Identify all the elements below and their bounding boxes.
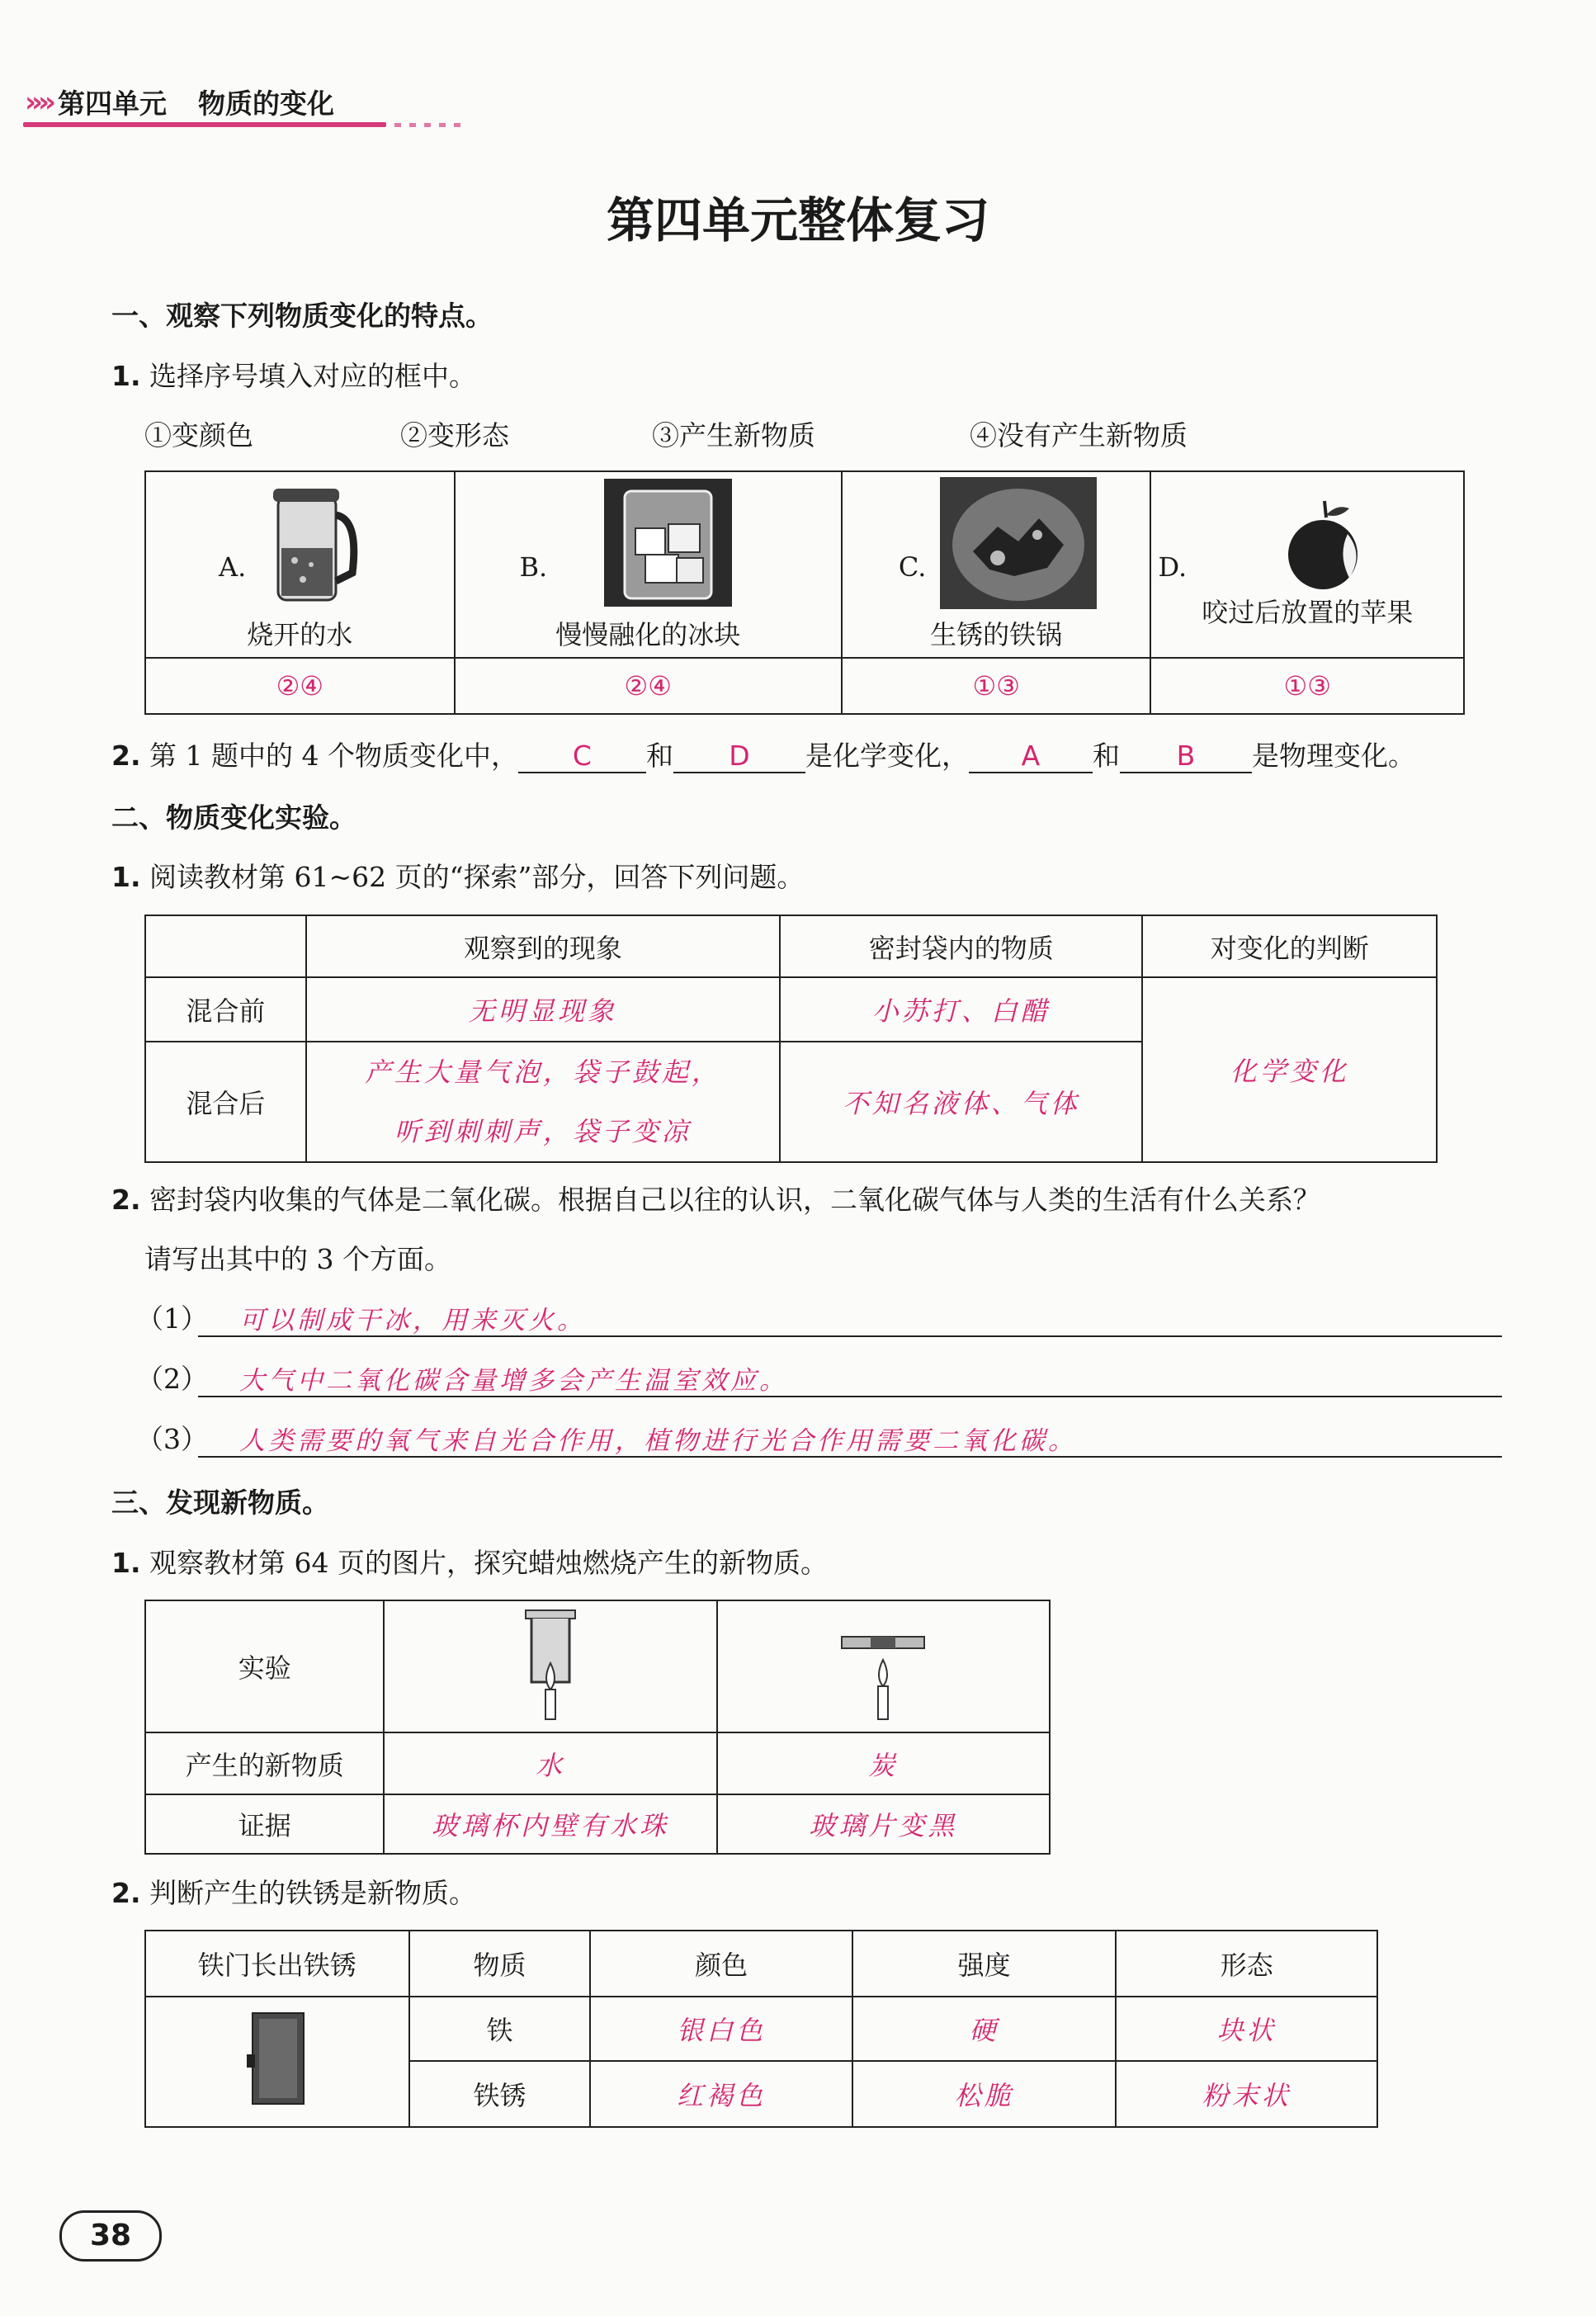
blank-4: B: [1120, 740, 1252, 773]
item-letter: C.: [898, 551, 927, 583]
after-substance: 不知名液体、气体: [780, 1042, 1142, 1162]
apple-icon: [1283, 497, 1366, 592]
answer-c: ①③: [842, 658, 1151, 714]
answer-d: ①③: [1150, 658, 1464, 714]
q-text: 观察教材第 64 页的图片，探究蜡烛燃烧产生的新物质。: [149, 1547, 828, 1579]
answer-a: ②④: [145, 658, 455, 714]
ice-cubes-icon: [604, 479, 732, 607]
row-before-label: 混合前: [145, 977, 306, 1042]
q-number: 1.: [111, 360, 141, 392]
evidence-label: 证据: [145, 1794, 384, 1854]
section3-q1: [111, 1542, 828, 1581]
section2-q2-line2: 请写出其中的 3 个方面。: [144, 1243, 451, 1275]
evidence-water: 玻璃杯内壁有水珠: [384, 1794, 716, 1854]
after-phenomenon-line1: 产生大量气泡，袋子鼓起，: [364, 1056, 721, 1088]
item-a-cell: [145, 471, 455, 658]
header-dots: [394, 123, 469, 127]
iron-color: 银白色: [590, 1997, 852, 2061]
page-number: 38: [59, 2210, 162, 2262]
header-phenomenon: 观察到的现象: [306, 915, 780, 977]
unit-label: 第四单元: [57, 87, 167, 120]
section2-q1: [111, 856, 804, 895]
item-d-cell: [1150, 471, 1464, 658]
new-substance-carbon: 炭: [717, 1732, 1050, 1794]
after-phenomenon: [306, 1042, 780, 1162]
item-letter: B.: [519, 551, 548, 583]
page-title: 第四单元整体复习: [606, 192, 989, 248]
change-table: [144, 470, 1465, 715]
header-rule: [23, 122, 386, 127]
candle-glass-plate-icon: [838, 1604, 928, 1723]
option-3: ③产生新物质: [652, 419, 815, 451]
rust-table: [144, 1930, 1378, 2128]
option-2: ②变形态: [400, 419, 509, 451]
experiment-cup-cell: [384, 1600, 716, 1732]
option-1: ①变颜色: [144, 419, 253, 451]
section2-q2: [111, 1179, 1320, 1217]
item-caption: 烧开的水: [247, 619, 353, 650]
after-phenomenon-line2: 听到刺刺声，袋子变凉: [394, 1116, 692, 1147]
header-form: 形态: [1116, 1931, 1377, 1997]
q-text: 是物理变化。: [1251, 740, 1415, 772]
section3-heading: 三、发现新物质。: [111, 1486, 329, 1519]
item-caption: 咬过后放置的苹果: [1202, 597, 1414, 628]
header-color: 颜色: [590, 1931, 852, 1997]
header-strength: 强度: [852, 1931, 1117, 1997]
experiment-table: [144, 915, 1438, 1163]
q-number: 2.: [111, 1184, 141, 1216]
q-text: 判断产生的铁锈是新物质。: [149, 1877, 476, 1909]
item-letter: A.: [219, 551, 247, 583]
item-c-cell: [842, 471, 1151, 658]
q-number: 2.: [111, 1877, 141, 1909]
item-letter: D.: [1158, 551, 1188, 583]
new-substance-label: 产生的新物质: [145, 1732, 384, 1794]
iron-strength: 硬: [852, 1997, 1117, 2061]
q-text: 选择序号填入对应的框中。: [149, 360, 476, 392]
rusty-pan-icon: [940, 477, 1097, 609]
chevron-icon: »»: [25, 85, 51, 119]
rust-form: 粉末状: [1116, 2061, 1377, 2127]
q-text: 和: [645, 740, 673, 772]
option-4: ④没有产生新物质: [970, 419, 1188, 451]
answer-label-1: （1）: [136, 1302, 208, 1335]
new-substance-water: 水: [384, 1732, 716, 1794]
q-text: 密封袋内收集的气体是二氧化碳。根据自己以往的认识，二氧化碳气体与人类的生活有什么关系？: [149, 1184, 1320, 1216]
q-number: 1.: [111, 861, 141, 893]
item-b-cell: [455, 471, 842, 658]
section1-heading: 一、观察下列物质变化的特点。: [111, 300, 493, 332]
answer-label-2: （2）: [136, 1363, 208, 1395]
corner-cell: [145, 915, 306, 977]
experiment-glass-cell: [717, 1600, 1050, 1732]
row-after-label: 混合后: [145, 1042, 306, 1162]
header-rust-gate: 铁门长出铁锈: [145, 1931, 409, 1997]
header-substance: 密封袋内的物质: [780, 915, 1142, 977]
judgement-cell: 化学变化: [1142, 977, 1437, 1162]
rust-gate-image-cell: [145, 1997, 409, 2127]
section1-q1: [111, 355, 476, 394]
before-substance: 小苏打、白醋: [780, 977, 1142, 1042]
candle-table: [144, 1600, 1051, 1855]
evidence-carbon: 玻璃片变黑: [717, 1794, 1050, 1854]
rust-color: 红褐色: [590, 2061, 852, 2127]
q-text: 是化学变化，: [805, 740, 969, 772]
candle-cup-icon: [522, 1604, 579, 1723]
experiment-label: 实验: [145, 1600, 384, 1732]
blank-3: A: [969, 740, 1093, 773]
answer-b: ②④: [455, 658, 842, 714]
iron-form: 块状: [1116, 1997, 1377, 2061]
substance-iron: 铁: [409, 1997, 591, 2061]
q-text: 和: [1092, 740, 1120, 772]
kettle-icon: [262, 482, 361, 606]
unit-topic: 物质的变化: [197, 87, 334, 120]
section3-q2: [111, 1872, 476, 1911]
rusty-gate-icon: [244, 2009, 310, 2108]
header-judgement: 对变化的判断: [1142, 915, 1437, 977]
section2-heading: 二、物质变化实验。: [111, 801, 357, 834]
item-caption: 慢慢融化的冰块: [555, 619, 741, 650]
header-substance: 物质: [409, 1931, 591, 1997]
q-number: 1.: [111, 1547, 141, 1579]
substance-rust: 铁锈: [409, 2061, 591, 2127]
before-phenomenon: 无明显现象: [306, 977, 780, 1042]
answer-text-3: 人类需要的氧气来自光合作用，植物进行光合作用需要二氧化碳。: [239, 1426, 1077, 1456]
section1-q2: [111, 735, 1415, 773]
answer-text-2: 大气中二氧化碳含量增多会产生温室效应。: [239, 1366, 788, 1396]
q-text: 第 1 题中的 4 个物质变化中，: [149, 740, 518, 772]
answer-label-3: （3）: [136, 1423, 208, 1455]
blank-2: D: [673, 740, 805, 773]
answer-text-1: 可以制成干冰，用来灭火。: [239, 1306, 586, 1335]
rust-strength: 松脆: [852, 2061, 1117, 2127]
q-number: 2.: [111, 740, 141, 772]
item-caption: 生锈的铁锅: [930, 619, 1063, 650]
blank-1: C: [518, 740, 646, 773]
q-text: 阅读教材第 61~62 页的“探索”部分，回答下列问题。: [149, 861, 805, 893]
unit-header: [25, 83, 334, 121]
